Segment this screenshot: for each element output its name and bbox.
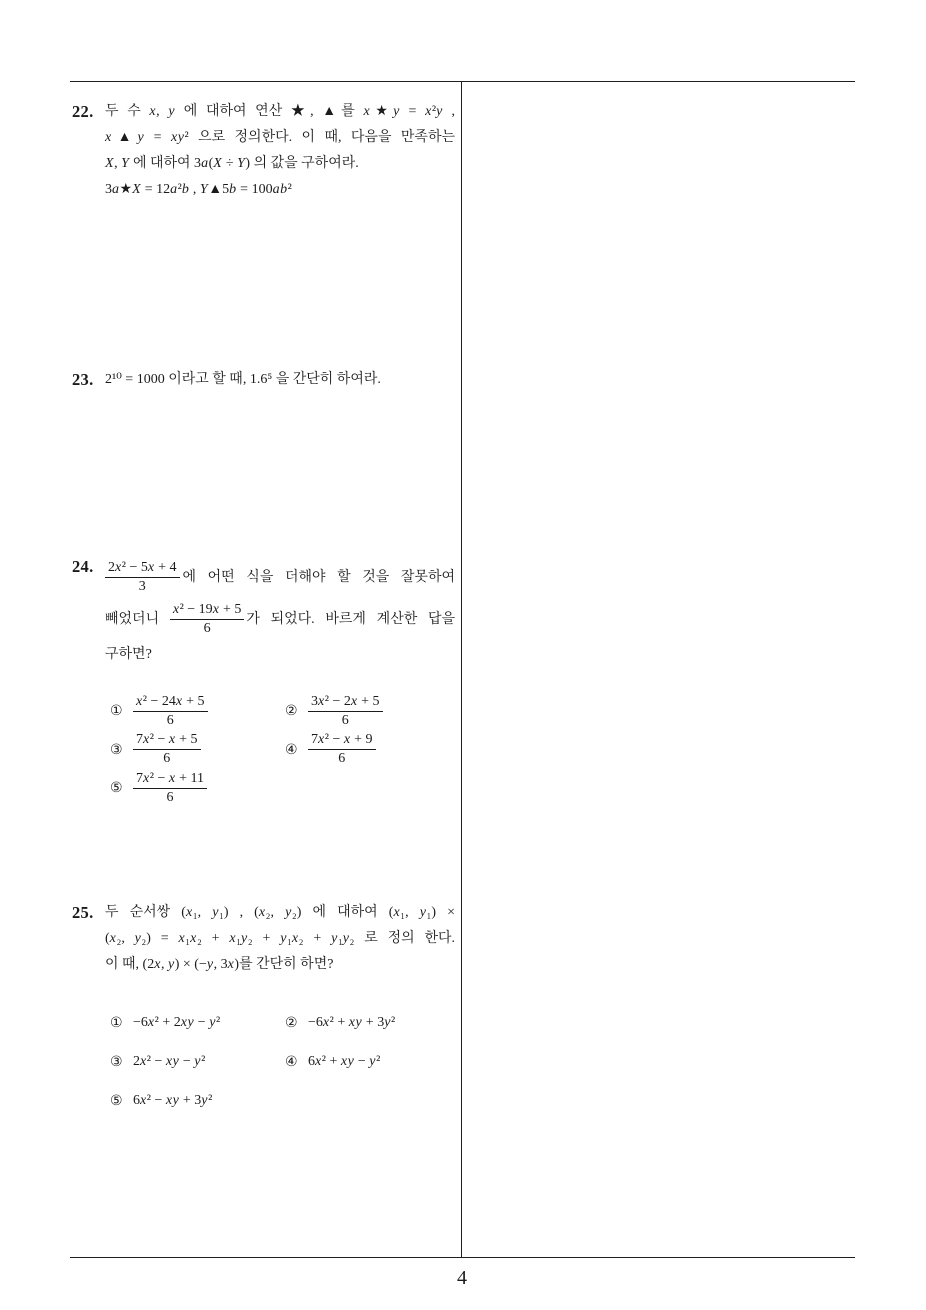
math-variable: y bbox=[241, 931, 248, 946]
choice-expression: −6x² + 2xy − y² bbox=[133, 1015, 221, 1030]
q25-choice-3 bbox=[110, 1043, 285, 1082]
math-variable: x bbox=[318, 732, 325, 748]
math-variable: a bbox=[272, 182, 280, 197]
bottom-rule bbox=[70, 1257, 855, 1258]
question-number: 22. bbox=[72, 102, 94, 121]
math-variable: x bbox=[393, 905, 400, 920]
choice-marker: ⑤ bbox=[110, 780, 123, 797]
q24-choice-4 bbox=[285, 731, 460, 770]
math-variable: x bbox=[170, 130, 178, 145]
choice-marker: ① bbox=[110, 1015, 123, 1031]
math-variable: x bbox=[105, 130, 112, 145]
choice-expression: 6x² − xy + 3y² bbox=[133, 1093, 213, 1108]
math-variable: y bbox=[206, 957, 214, 972]
q24-choice-5 bbox=[110, 769, 285, 808]
fraction-numerator: x² − 19x + 5 bbox=[172, 602, 242, 618]
math-variable: x bbox=[115, 560, 122, 576]
math-variable: x bbox=[154, 957, 161, 972]
fraction-denominator: 6 bbox=[170, 619, 245, 638]
question-line: 2¹⁰ = 1000 이라고 할 때, 1.6⁵ 을 간단히 하여라. bbox=[105, 372, 381, 387]
choice-expression: −6x² + xy + 3y² bbox=[308, 1015, 396, 1030]
math-variable: a bbox=[170, 182, 178, 197]
question-line: (x₂, y₂) = x₁x₂ + x₁y₂ + y₁x₂ + y₁y₂ 로 정의 한다. bbox=[105, 931, 455, 946]
math-variable: x bbox=[185, 905, 193, 920]
question-line: 두 수 x, y 에 대하여 연산 ★, ▲를 x★y = x²y , bbox=[105, 104, 456, 119]
math-variable: y bbox=[436, 104, 443, 119]
math-variable: y bbox=[384, 1015, 391, 1030]
q24-choice-3 bbox=[110, 731, 285, 770]
question-text bbox=[105, 556, 455, 818]
math-variable: y bbox=[419, 905, 426, 920]
question-text bbox=[105, 900, 455, 1121]
question-line-with-fraction bbox=[105, 598, 455, 642]
math-variable: y bbox=[172, 1093, 179, 1108]
math-variable: x bbox=[343, 732, 351, 748]
math-variable: x bbox=[109, 931, 116, 946]
q24-choice-1 bbox=[110, 692, 285, 731]
math-variable: x bbox=[348, 1015, 355, 1030]
math-variable: x bbox=[165, 1093, 173, 1108]
q25-choice-5 bbox=[110, 1082, 285, 1121]
math-variable: x bbox=[227, 957, 234, 972]
math-variable: y bbox=[168, 104, 175, 119]
question-23 bbox=[72, 367, 457, 393]
fraction bbox=[170, 601, 245, 638]
math-variable: b bbox=[280, 182, 288, 197]
q25-choice-2 bbox=[285, 1004, 460, 1043]
question-line-prefix: 빼었더니 bbox=[105, 612, 160, 627]
math-variable: x bbox=[229, 931, 236, 946]
fraction-numerator: 3x² − 2x + 5 bbox=[311, 693, 380, 709]
math-variable: x bbox=[425, 104, 432, 119]
math-variable: y bbox=[285, 905, 292, 920]
math-variable: x bbox=[147, 1015, 155, 1030]
math-variable: x bbox=[190, 931, 197, 946]
math-variable: x bbox=[140, 1054, 147, 1069]
math-variable: X bbox=[213, 156, 222, 171]
math-variable: x bbox=[180, 1015, 187, 1030]
math-variable: y bbox=[177, 130, 184, 145]
choice-marker: ④ bbox=[285, 741, 298, 758]
fraction-denominator: 6 bbox=[133, 711, 208, 730]
math-variable: y bbox=[167, 957, 175, 972]
question-line: 이 때, (2x, y) × (−y, 3x)를 간단히 하면? bbox=[105, 957, 334, 972]
math-variable: y bbox=[331, 931, 338, 946]
math-variable: x bbox=[340, 1054, 348, 1069]
math-variable: x bbox=[136, 693, 143, 709]
math-variable: x bbox=[318, 693, 325, 709]
math-variable: y bbox=[201, 1093, 208, 1108]
fraction-numerator: 7x² − x + 11 bbox=[136, 770, 205, 786]
top-rule bbox=[70, 81, 855, 82]
fraction-denominator: 6 bbox=[133, 788, 207, 807]
fraction bbox=[105, 559, 180, 596]
question-25 bbox=[72, 900, 457, 1121]
math-variable: x bbox=[143, 732, 150, 748]
question-text bbox=[105, 99, 455, 203]
column-divider bbox=[461, 82, 462, 1258]
math-variable: x bbox=[363, 104, 370, 119]
math-variable: y bbox=[369, 1054, 376, 1069]
choice-marker: ④ bbox=[285, 1054, 298, 1070]
question-line: x▲y = xy² 으로 정의한다. 이 때, 다음을 만족하는 bbox=[105, 130, 455, 145]
question-number: 23. bbox=[72, 370, 94, 389]
fraction bbox=[133, 731, 201, 768]
choice-marker: ② bbox=[285, 1015, 298, 1031]
math-variable: x bbox=[168, 732, 176, 748]
q24-choice-2 bbox=[285, 692, 460, 731]
question-line: 구하면? bbox=[105, 647, 152, 662]
math-variable: y bbox=[342, 931, 349, 946]
math-variable: x bbox=[147, 560, 155, 576]
math-variable: b bbox=[229, 182, 237, 197]
math-variable: y bbox=[280, 931, 287, 946]
math-variable: y bbox=[212, 905, 219, 920]
math-variable: x bbox=[212, 602, 219, 618]
question-line: 두 순서쌍 (x₁, y₁) , (x₂, y₂) 에 대하여 (x₁, y₁) × bbox=[105, 905, 455, 920]
question-24 bbox=[72, 556, 457, 818]
fraction-denominator: 6 bbox=[308, 711, 383, 730]
question-number: 24. bbox=[72, 557, 94, 576]
math-variable: x bbox=[258, 905, 266, 920]
math-variable: x bbox=[175, 693, 183, 709]
choice-marker: ⑤ bbox=[110, 1093, 123, 1109]
math-variable: y bbox=[209, 1015, 216, 1030]
math-variable: y bbox=[347, 1054, 354, 1069]
math-variable: x bbox=[140, 1093, 147, 1108]
question-text bbox=[105, 367, 455, 393]
math-variable: x bbox=[350, 693, 358, 709]
fraction-numerator: x² − 24x + 5 bbox=[136, 693, 205, 709]
q25-choice-1 bbox=[110, 1004, 285, 1043]
choice-expression: 2x² − xy − y² bbox=[133, 1054, 206, 1069]
math-variable: x bbox=[178, 931, 185, 946]
answer-choices bbox=[110, 692, 460, 808]
choice-expression: 6x² + xy − y² bbox=[308, 1054, 381, 1069]
q25-choice-4 bbox=[285, 1043, 460, 1082]
math-variable: x bbox=[149, 104, 156, 119]
fraction-numerator: 7x² − x + 9 bbox=[311, 732, 373, 748]
question-22 bbox=[72, 99, 457, 203]
math-variable: y bbox=[355, 1015, 362, 1030]
math-variable: a bbox=[201, 156, 209, 171]
fraction-denominator: 6 bbox=[308, 749, 376, 768]
math-variable: y bbox=[393, 104, 400, 119]
fraction bbox=[308, 731, 376, 768]
math-variable: a bbox=[112, 182, 119, 197]
question-condition: 3a★X = 12a²b , Y▲5b = 100ab² bbox=[105, 182, 292, 197]
question-line-text: 에 어떤 식을 더해야 할 것을 잘못하여 bbox=[182, 570, 455, 585]
fraction-denominator: 6 bbox=[133, 749, 201, 768]
math-variable: Y bbox=[121, 156, 129, 171]
page-number: 4 bbox=[457, 1267, 467, 1289]
math-variable: b bbox=[181, 182, 189, 197]
math-variable: x bbox=[168, 770, 176, 786]
math-variable: Y bbox=[199, 182, 208, 197]
question-line: X, Y 에 대하여 3a(X ÷ Y) 의 값을 구하여라. bbox=[105, 156, 359, 171]
math-variable: X bbox=[132, 182, 141, 197]
math-variable: Y bbox=[237, 156, 245, 171]
math-variable: y bbox=[172, 1054, 179, 1069]
question-number: 25. bbox=[72, 903, 94, 922]
math-variable: y bbox=[194, 1054, 201, 1069]
fraction bbox=[308, 693, 383, 730]
math-variable: x bbox=[291, 931, 299, 946]
math-variable: x bbox=[322, 1015, 330, 1030]
fraction-denominator: 3 bbox=[105, 577, 180, 596]
choice-marker: ③ bbox=[110, 1054, 123, 1070]
fraction bbox=[133, 693, 208, 730]
fraction-numerator: 7x² − x + 5 bbox=[136, 732, 198, 748]
math-variable: y bbox=[187, 1015, 194, 1030]
fraction-numerator: 2x² − 5x + 4 bbox=[108, 560, 177, 576]
choice-marker: ③ bbox=[110, 741, 123, 758]
question-line-text: 가 되었다. 바르게 계산한 답을 bbox=[246, 612, 455, 627]
math-variable: y bbox=[137, 130, 144, 145]
math-variable: x bbox=[172, 602, 180, 618]
math-variable: x bbox=[315, 1054, 322, 1069]
math-variable: y bbox=[134, 931, 141, 946]
math-variable: x bbox=[165, 1054, 173, 1069]
fraction bbox=[133, 770, 207, 807]
math-variable: x bbox=[143, 770, 150, 786]
choice-marker: ① bbox=[110, 703, 123, 720]
question-line-with-fraction bbox=[105, 556, 455, 600]
math-variable: X bbox=[105, 156, 114, 171]
answer-choices bbox=[110, 1004, 455, 1121]
choice-marker: ② bbox=[285, 703, 298, 720]
